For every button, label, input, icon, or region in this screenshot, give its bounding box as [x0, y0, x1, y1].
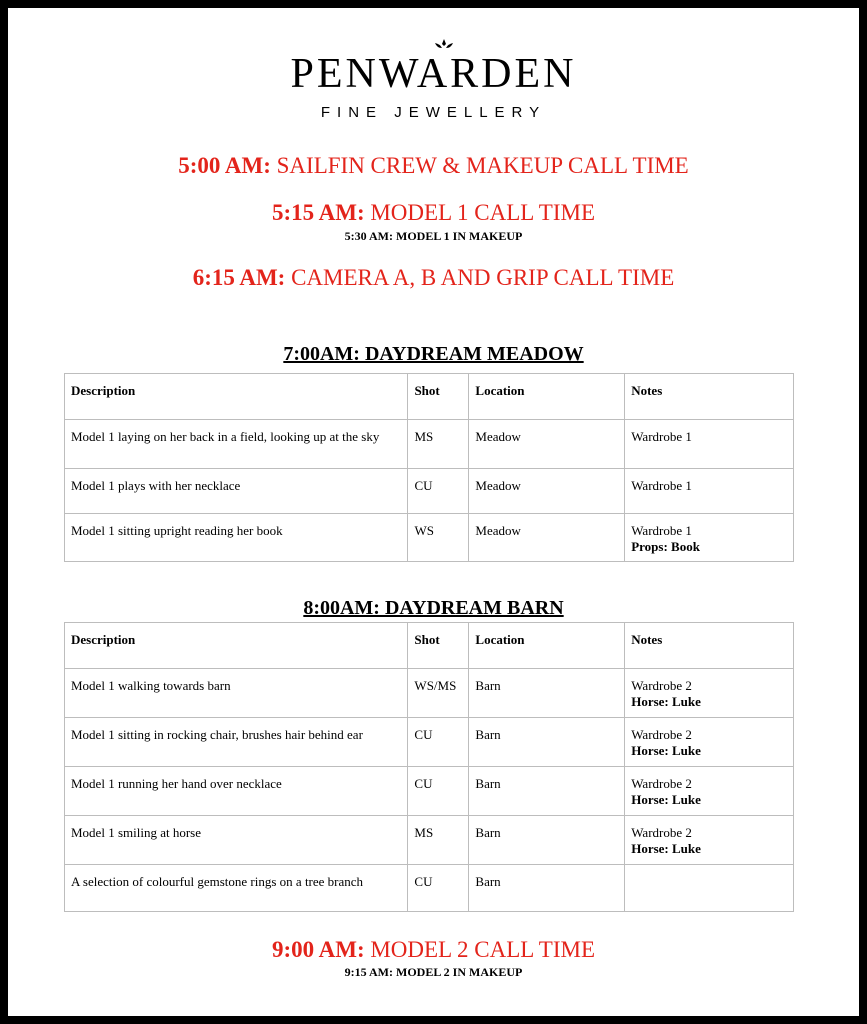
cell-notes: Wardrobe 1	[625, 420, 794, 469]
table-row	[65, 865, 794, 912]
col-notes: Notes	[625, 374, 794, 420]
table-row	[65, 669, 794, 718]
cell-description: Model 1 sitting in rocking chair, brushes hair behind ear	[65, 718, 408, 767]
col-shot: Shot	[408, 623, 469, 669]
cell-description: Model 1 smiling at horse	[65, 816, 408, 865]
cell-notes: Wardrobe 1	[625, 469, 794, 514]
table-row	[65, 469, 794, 514]
col-notes: Notes	[625, 623, 794, 669]
cell-description: Model 1 walking towards barn	[65, 669, 408, 718]
brand-tagline: FINE JEWELLERY	[320, 104, 547, 121]
cell-description: Model 1 sitting upright reading her book	[65, 514, 408, 562]
section-title-barn: 8:00AM: DAYDREAM BARN	[303, 597, 564, 619]
table-row	[65, 816, 794, 865]
table-row	[65, 514, 794, 562]
cell-location: Meadow	[469, 420, 625, 469]
col-description: Description	[65, 623, 408, 669]
cell-notes: Wardrobe 1 Props: Book	[625, 514, 794, 562]
makeup-note-1: 5:30 AM: MODEL 1 IN MAKEUP	[344, 229, 523, 243]
call-time-4: 9:00 AM: MODEL 2 CALL TIME	[271, 937, 596, 962]
table-header-row	[65, 374, 794, 420]
cell-description: Model 1 plays with her necklace	[65, 469, 408, 514]
call-time-3: 6:15 AM: CAMERA A, B AND GRIP CALL TIME	[192, 265, 675, 290]
call-time-2: 5:15 AM: MODEL 1 CALL TIME	[271, 200, 596, 225]
table-row	[65, 718, 794, 767]
cell-location: Barn	[469, 767, 625, 816]
cell-description: A selection of colourful gemstone rings on a tree branch	[65, 865, 408, 912]
cell-shot: CU	[408, 767, 469, 816]
cell-location: Meadow	[469, 469, 625, 514]
cell-location: Barn	[469, 816, 625, 865]
cell-shot: WS/MS	[408, 669, 469, 718]
cell-shot: MS	[408, 420, 469, 469]
cell-notes: Wardrobe 2 Horse: Luke	[625, 767, 794, 816]
cell-shot: CU	[408, 865, 469, 912]
table-header-row	[65, 623, 794, 669]
shot-table-meadow	[64, 373, 794, 562]
cell-location: Barn	[469, 669, 625, 718]
crown-logo-icon	[432, 38, 456, 52]
cell-description: Model 1 running her hand over necklace	[65, 767, 408, 816]
call-sheet-page	[8, 8, 859, 1016]
section-title-meadow: 7:00AM: DAYDREAM MEADOW	[283, 343, 584, 365]
cell-shot: WS	[408, 514, 469, 562]
cell-shot: CU	[408, 718, 469, 767]
cell-notes: Wardrobe 2 Horse: Luke	[625, 718, 794, 767]
shot-table-barn	[64, 622, 794, 912]
table-row	[65, 767, 794, 816]
cell-notes	[625, 865, 794, 912]
col-location: Location	[469, 374, 625, 420]
cell-description: Model 1 laying on her back in a field, looking up at the sky	[65, 420, 408, 469]
cell-location: Meadow	[469, 514, 625, 562]
cell-location: Barn	[469, 718, 625, 767]
cell-location: Barn	[469, 865, 625, 912]
cell-notes: Wardrobe 2 Horse: Luke	[625, 816, 794, 865]
makeup-note-2: 9:15 AM: MODEL 2 IN MAKEUP	[344, 965, 523, 979]
col-description: Description	[65, 374, 408, 420]
cell-shot: MS	[408, 816, 469, 865]
col-shot: Shot	[408, 374, 469, 420]
brand-name: PENWARDEN	[290, 51, 577, 97]
table-row	[65, 420, 794, 469]
col-location: Location	[469, 623, 625, 669]
call-time-1: 5:00 AM: SAILFIN CREW & MAKEUP CALL TIME	[178, 153, 689, 178]
cell-shot: CU	[408, 469, 469, 514]
cell-notes: Wardrobe 2 Horse: Luke	[625, 669, 794, 718]
